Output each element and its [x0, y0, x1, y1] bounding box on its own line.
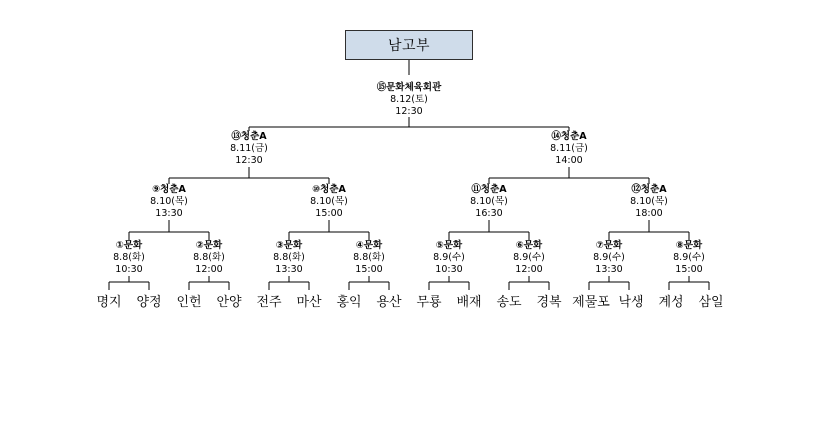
match-time: 10:30 [435, 264, 463, 275]
match-date: 8.12(토) [390, 94, 428, 105]
match-time: 18:00 [635, 208, 663, 219]
match-node-r1-3[interactable] [249, 240, 329, 276]
match-node-final[interactable] [339, 82, 479, 118]
team-name: 무룡 [416, 295, 442, 310]
page-title: 남고부 [345, 30, 473, 60]
match-date: 8.10(목) [310, 196, 348, 207]
match-node-qf-10[interactable] [274, 184, 384, 220]
match-label: ③문화 [275, 240, 303, 251]
match-node-r1-2[interactable] [169, 240, 249, 276]
match-node-qf-11[interactable] [434, 184, 544, 220]
match-time: 15:00 [315, 208, 343, 219]
match-node-r1-8[interactable] [649, 240, 729, 276]
match-date: 8.11(금) [230, 143, 268, 154]
match-node-r1-7[interactable] [569, 240, 649, 276]
match-label: ⑦문화 [595, 240, 623, 251]
match-label: ⑥문화 [515, 240, 543, 251]
match-time: 10:30 [115, 264, 143, 275]
match-time: 12:30 [235, 155, 263, 166]
match-date: 8.8(화) [113, 252, 145, 263]
team-name: 낙생 [618, 295, 644, 310]
match-label: ⑪청춘A [471, 184, 507, 195]
team-name: 송도 [496, 295, 522, 310]
team-name: 용산 [376, 295, 402, 310]
match-time: 12:00 [515, 264, 543, 275]
match-label: ⑧문화 [675, 240, 703, 251]
match-time: 12:30 [395, 106, 423, 117]
match-time: 16:30 [475, 208, 503, 219]
match-label: ⑭청춘A [551, 131, 587, 142]
match-label: ⑬청춘A [231, 131, 267, 142]
match-time: 15:00 [355, 264, 383, 275]
team-name: 안양 [216, 295, 242, 310]
match-node-r1-5[interactable] [409, 240, 489, 276]
match-date: 8.10(목) [630, 196, 668, 207]
team-name: 홍익 [336, 295, 362, 310]
match-node-r1-1[interactable] [89, 240, 169, 276]
match-date: 8.9(수) [433, 252, 465, 263]
team-name: 경복 [536, 295, 562, 310]
match-label: ⑤문화 [435, 240, 463, 251]
match-node-qf-12[interactable] [594, 184, 704, 220]
match-time: 13:30 [275, 264, 303, 275]
match-date: 8.9(수) [673, 252, 705, 263]
match-date: 8.9(수) [513, 252, 545, 263]
match-date: 8.11(금) [550, 143, 588, 154]
team-name: 인헌 [176, 295, 202, 310]
match-label: ②문화 [195, 240, 223, 251]
match-date: 8.9(수) [593, 252, 625, 263]
match-date: 8.10(목) [150, 196, 188, 207]
match-label: ⑮문화체육회관 [376, 82, 442, 93]
match-date: 8.10(목) [470, 196, 508, 207]
match-date: 8.8(화) [353, 252, 385, 263]
team-name: 명지 [96, 295, 122, 310]
match-node-semifinal-right[interactable] [509, 131, 629, 167]
match-label: ⑩청춘A [312, 184, 346, 195]
team-name: 제물포 [572, 295, 610, 310]
match-label: ④문화 [355, 240, 383, 251]
match-date: 8.8(화) [273, 252, 305, 263]
match-time: 13:30 [595, 264, 623, 275]
match-node-semifinal-left[interactable] [189, 131, 309, 167]
team-name: 양정 [136, 295, 162, 310]
match-node-r1-4[interactable] [329, 240, 409, 276]
team-name: 배재 [456, 295, 482, 310]
team-name: 삼일 [698, 295, 724, 310]
match-time: 13:30 [155, 208, 183, 219]
match-time: 12:00 [195, 264, 223, 275]
match-label: ⑨청춘A [152, 184, 186, 195]
match-label: ⑫청춘A [631, 184, 667, 195]
match-time: 14:00 [555, 155, 583, 166]
match-node-qf-9[interactable] [114, 184, 224, 220]
match-date: 8.8(화) [193, 252, 225, 263]
team-name: 마산 [296, 295, 322, 310]
team-name: 계성 [658, 295, 684, 310]
match-node-r1-6[interactable] [489, 240, 569, 276]
match-label: ①문화 [115, 240, 143, 251]
match-time: 15:00 [675, 264, 703, 275]
team-name: 전주 [256, 295, 282, 310]
